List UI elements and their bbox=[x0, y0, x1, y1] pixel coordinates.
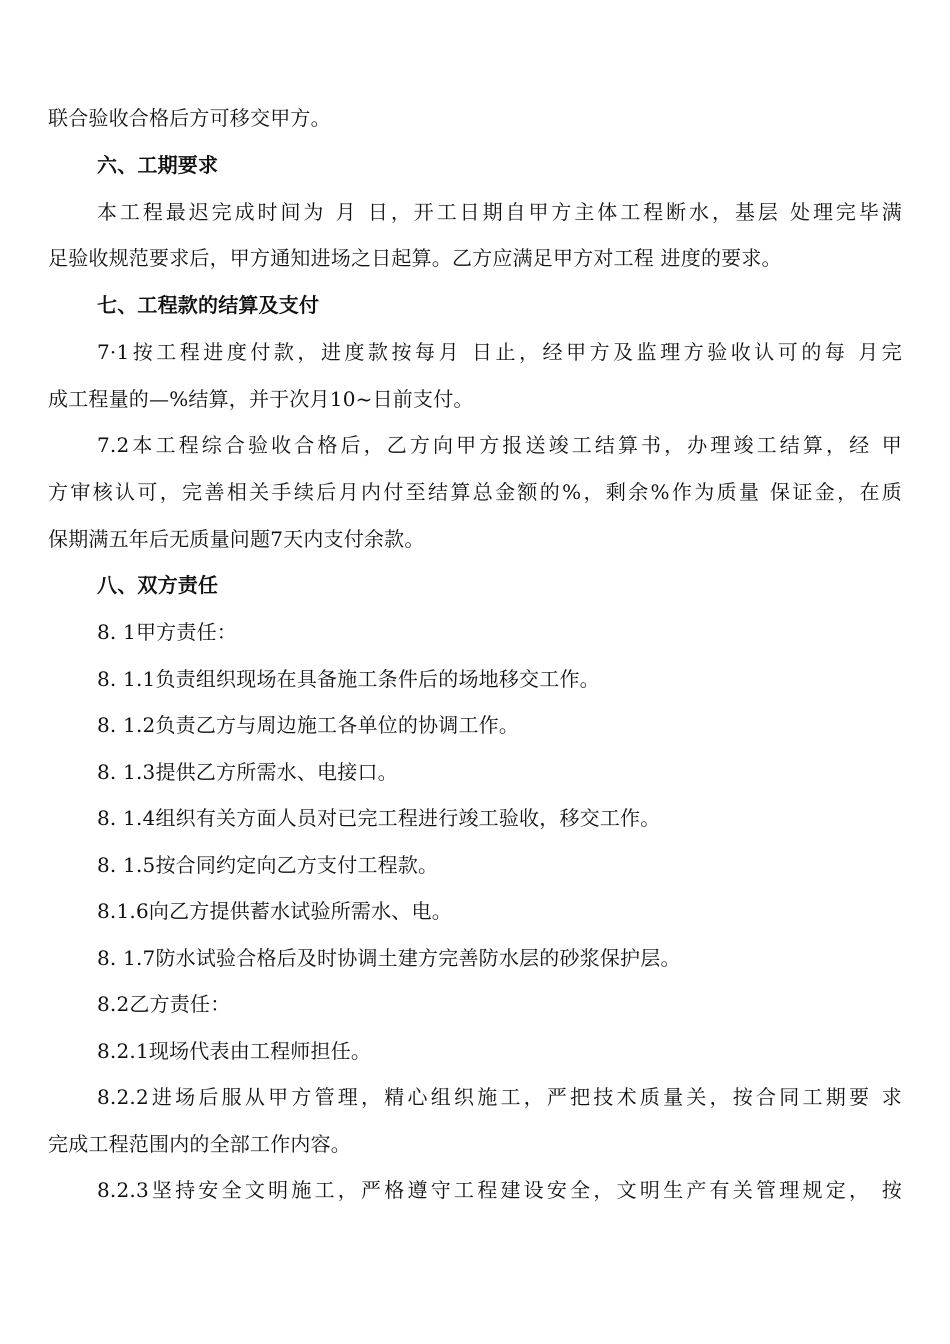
clause-item: 8.2.1现场代表由工程师担任。 bbox=[97, 1039, 372, 1063]
text-line: 足验收规范要求后，甲方通知进场之日起算。乙方应满足甲方对工程 进度的要求。 bbox=[48, 246, 782, 270]
clause-item: 8. 1.5按合同约定向乙方支付工程款。 bbox=[97, 853, 439, 877]
text-line: 完成工程范围内的全部工作内容。 bbox=[48, 1132, 351, 1156]
clause-item: 8.1.6向乙方提供蓄水试验所需水、电。 bbox=[97, 899, 452, 923]
section-heading: 八、双方责任 bbox=[97, 573, 219, 597]
clause-item: 8. 1.2负责乙方与周边施工各单位的协调工作。 bbox=[97, 713, 520, 737]
text-line: 成工程量的—%结算，并于次月10~日前支付。 bbox=[48, 387, 474, 411]
clause-item: 8.2.3坚持安全文明施工，严格遵守工程建设安全，文明生产有关管理规定， 按 bbox=[97, 1178, 902, 1202]
clause-item: 8.2.2进场后服从甲方管理，精心组织施工，严把技术质量关，按合同工期要 求 bbox=[97, 1085, 902, 1109]
text-line: 7·1按工程进度付款，进度款按每月 日止，经甲方及监理方验收认可的每 月完 bbox=[97, 340, 902, 364]
clause-item: 8. 1.3提供乙方所需水、电接口。 bbox=[97, 760, 398, 784]
clause-item: 8. 1.4组织有关方面人员对已完工程进行竣工验收，移交工作。 bbox=[97, 806, 661, 830]
text-line: 7.2本工程综合验收合格后，乙方向甲方报送竣工结算书，办理竣工结算，经 甲 bbox=[97, 433, 902, 457]
text-line: 联合验收合格后方可移交甲方。 bbox=[48, 106, 331, 130]
clause-item: 8. 1.7防水试验合格后及时协调土建方完善防水层的砂浆保护层。 bbox=[97, 946, 681, 970]
text-line: 方审核认可，完善相关手续后月内付至结算总金额的%，剩余%作为质量 保证金，在质 bbox=[48, 480, 902, 504]
clause-item: 8. 1.1负责组织现场在具备施工条件后的场地移交工作。 bbox=[97, 667, 600, 691]
text-line: 本工程最迟完成时间为 月 日，开工日期自甲方主体工程断水，基层 处理完毕满 bbox=[97, 200, 902, 224]
section-heading: 七、工程款的结算及支付 bbox=[97, 293, 320, 317]
section-heading: 六、工期要求 bbox=[97, 153, 219, 177]
text-line: 保期满五年后无质量问题7天内支付余款。 bbox=[48, 527, 425, 551]
clause-heading: 8.2乙方责任： bbox=[97, 992, 231, 1016]
clause-heading: 8. 1甲方责任： bbox=[97, 620, 237, 644]
